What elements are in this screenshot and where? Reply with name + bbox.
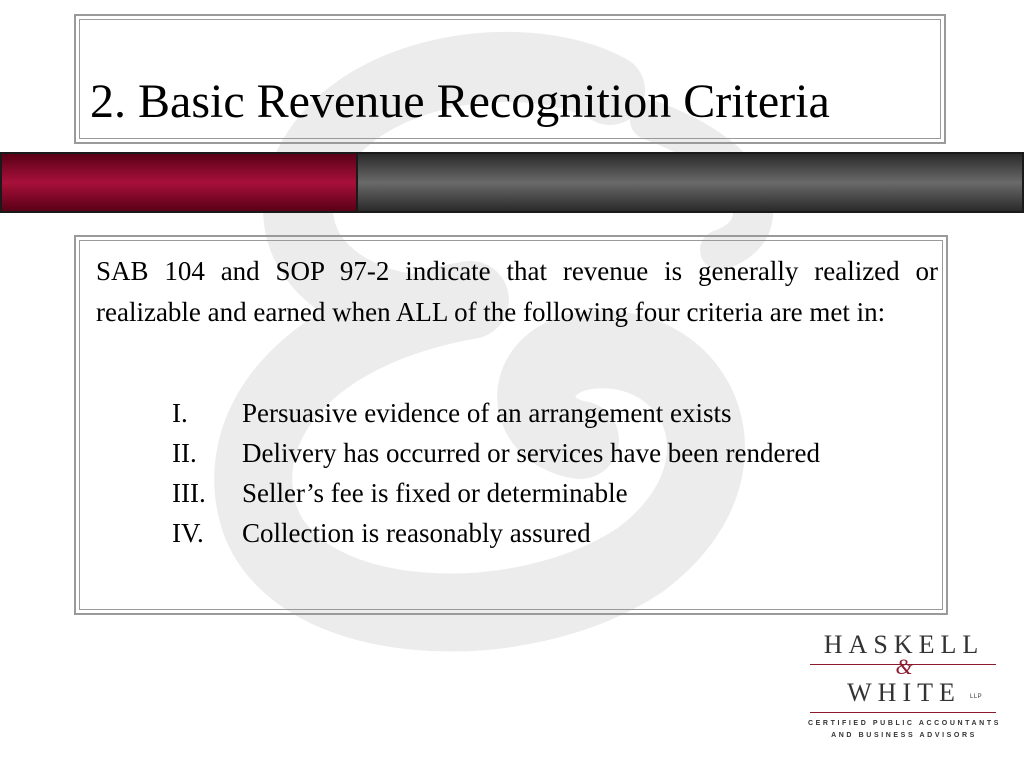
logo-ampersand: & [895,654,913,679]
criteria-text: Seller’s fee is fixed or determinable [242,478,628,508]
logo-tagline-2: AND BUSINESS ADVISORS [831,732,977,739]
criteria-numeral: II. [172,438,197,468]
header-band-grey [356,152,1024,213]
header-band-red [0,152,358,213]
logo-suffix: LLP [970,694,983,700]
slide-title: 2. Basic Revenue Recognition Criteria [90,75,830,128]
criteria-text: Persuasive evidence of an arrangement exists [242,398,732,428]
logo-tagline-1: CERTIFIED PUBLIC ACCOUNTANTS [808,720,1001,727]
criteria-text: Collection is reasonably assured [242,518,591,548]
header-band [0,152,1024,213]
criteria-item [172,433,938,473]
logo-line-1: HASKELL [823,630,985,659]
criteria-numeral: IV. [172,518,204,548]
criteria-item [172,473,938,513]
criteria-item [172,393,938,433]
criteria-item [172,513,938,553]
title-frame [74,14,946,144]
company-logo [808,628,1000,746]
intro-paragraph: SAB 104 and SOP 97-2 indicate that revenue is generally realized or realizable and earned when ALL of the following four criteria are met in: [96,256,938,327]
criteria-text: Delivery has occurred or services have been rendered [242,438,820,468]
content-frame [74,235,948,615]
criteria-numeral: I. [172,398,188,428]
criteria-list [172,393,938,553]
logo-rule [810,712,996,713]
criteria-numeral: III. [172,478,206,508]
logo-line-2: WHITE [847,678,961,707]
